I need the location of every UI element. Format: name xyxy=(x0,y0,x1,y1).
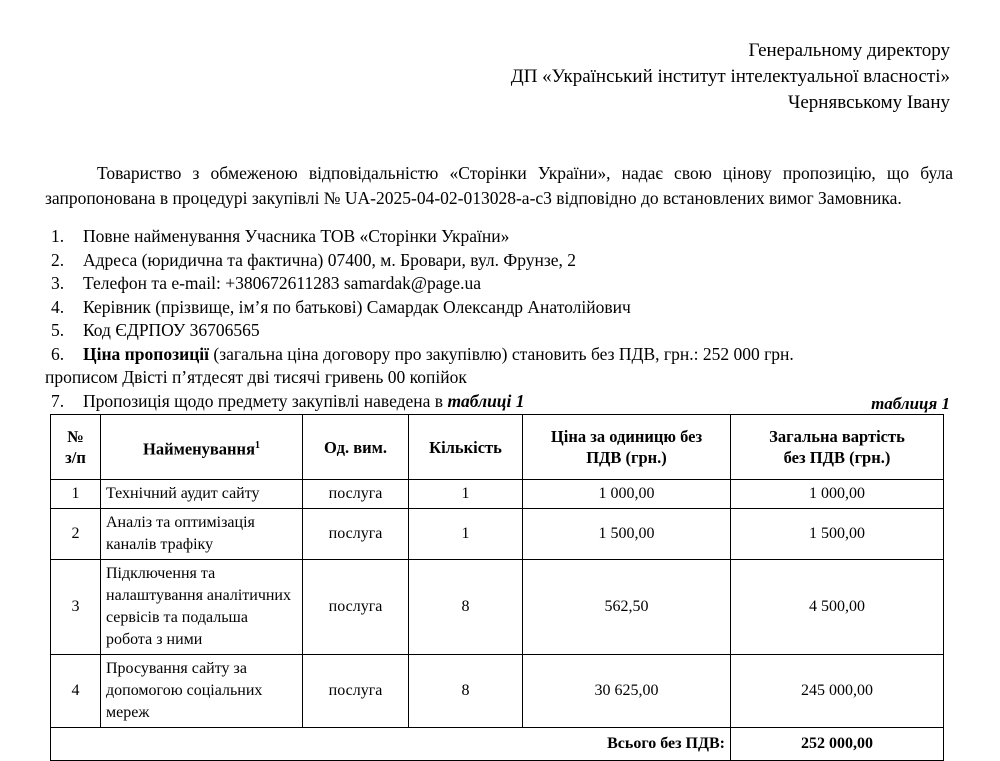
cell-quantity: 8 xyxy=(409,560,523,655)
total-label: Всього без ПДВ: xyxy=(51,728,731,761)
total-value: 252 000,00 xyxy=(731,728,944,761)
cell-total-price: 4 500,00 xyxy=(731,560,944,655)
header-cell-unit-price xyxy=(523,415,731,480)
details-list xyxy=(45,225,953,413)
addressee-line-1: Генеральному директору xyxy=(748,40,950,61)
list-item-label: Повне найменування Учасника ТОВ «Сторінки України» xyxy=(83,226,510,246)
table-reference-emphasis: таблиці 1 xyxy=(447,390,525,411)
header-total-price-line-1: Загальна вартість xyxy=(769,427,905,446)
header-cell-total-price xyxy=(731,415,944,480)
cell-unit: послуга xyxy=(303,480,409,509)
cell-index: 1 xyxy=(51,480,101,509)
offer-table xyxy=(50,414,944,761)
header-cell-name xyxy=(101,415,303,480)
header-name-text: Найменування xyxy=(142,439,255,459)
list-item xyxy=(45,225,953,249)
table-header-row xyxy=(51,415,944,480)
header-unit-price-line-2: ПДВ (грн.) xyxy=(586,448,667,467)
list-item-number: 5. xyxy=(51,320,65,340)
cell-unit: послуга xyxy=(303,655,409,728)
cell-unit-price: 1 000,00 xyxy=(523,480,731,509)
cell-unit: послуга xyxy=(303,509,409,560)
cell-total-price: 1 500,00 xyxy=(731,509,944,560)
table-row xyxy=(51,560,944,655)
addressee-block xyxy=(511,38,950,116)
list-item-number: 1. xyxy=(51,226,65,246)
price-in-words-line: прописом Двісті п’ятдесят дві тисячі гривень 00 копійок xyxy=(45,367,467,387)
header-cell-quantity: Кількість xyxy=(409,415,523,480)
cell-unit-price: 30 625,00 xyxy=(523,655,731,728)
list-item-label: Телефон та e-mail: +380672611283 samardak@page.ua xyxy=(83,273,481,293)
header-unit-price-line-1: Ціна за одиницю без xyxy=(550,427,703,446)
header-cell-unit: Од. вим. xyxy=(303,415,409,480)
list-item-label xyxy=(83,343,953,367)
addressee-line-3: Чернявському Івану xyxy=(788,92,950,113)
offer-table-body xyxy=(51,480,944,761)
cell-index: 4 xyxy=(51,655,101,728)
price-offer-bold-label: Ціна пропозиції xyxy=(83,343,210,364)
cell-name: Просування сайту за допомогою соціальних мереж xyxy=(101,655,303,728)
price-offer-rest: (загальна ціна договору про закупівлю) становить без ПДВ, грн.: 252 000 грн. xyxy=(209,343,794,364)
table-caption: таблиця 1 xyxy=(871,394,950,413)
cell-index: 2 xyxy=(51,509,101,560)
cell-name: Аналіз та оптимізація каналів трафіку xyxy=(101,509,303,560)
offer-table-wrapper xyxy=(50,414,943,761)
header-index-line-2: з/п xyxy=(65,448,86,467)
table-total-row xyxy=(51,728,944,761)
cell-unit-price: 562,50 xyxy=(523,560,731,655)
list-item-number: 3. xyxy=(51,273,65,293)
list-item xyxy=(45,296,953,320)
offer-table-head xyxy=(51,415,944,480)
header-name-superscript: 1 xyxy=(255,439,260,451)
cell-quantity: 1 xyxy=(409,509,523,560)
cell-name: Технічний аудит сайту xyxy=(101,480,303,509)
list-item-number: 6. xyxy=(51,343,65,364)
list-item-label: Адреса (юридична та фактична) 07400, м. Бровари, вул. Фрунзе, 2 xyxy=(83,249,577,270)
table-row xyxy=(51,509,944,560)
list-item-number: 4. xyxy=(51,296,65,317)
list-item-label: Код ЄДРПОУ 36706565 xyxy=(83,320,260,340)
cell-index: 3 xyxy=(51,560,101,655)
table-row xyxy=(51,655,944,728)
cell-total-price: 245 000,00 xyxy=(731,655,944,728)
list-item-price-offer xyxy=(45,343,953,367)
header-total-price-line-2: без ПДВ (грн.) xyxy=(783,448,891,467)
list-item-label: Керівник (прізвище, ім’я по батькові) Самардак Олександр Анатолійович xyxy=(83,296,631,317)
intro-paragraph: Товариство з обмеженою відповідальністю «Сторінки України», надає свою цінову пропозицію, що була запропонована в процедурі закупівлі № UA-2025-04-02-013028-a-c3 відповідно до встановлених вимог Замовника. xyxy=(45,162,953,208)
cell-quantity: 8 xyxy=(409,655,523,728)
list-item-number: 7. xyxy=(51,390,65,411)
cell-quantity: 1 xyxy=(409,480,523,509)
cell-total-price: 1 000,00 xyxy=(731,480,944,509)
header-cell-index xyxy=(51,415,101,480)
list-item xyxy=(45,319,953,343)
table-row xyxy=(51,480,944,509)
list-item-table-reference xyxy=(45,390,953,414)
cell-name: Підключення та налаштування аналітичних сервісів та подальша робота з ними xyxy=(101,560,303,655)
addressee-line-2: ДП «Український інститут інтелектуальної власності» xyxy=(510,66,950,87)
header-index-line-1: № xyxy=(67,427,84,446)
table-reference-prefix: Пропозиція щодо предмету закупівлі наведена в xyxy=(83,390,448,411)
list-item xyxy=(45,249,953,273)
list-item-number: 2. xyxy=(51,249,65,270)
cell-unit-price: 1 500,00 xyxy=(523,509,731,560)
list-item-label xyxy=(83,390,953,414)
list-item xyxy=(45,272,953,296)
cell-unit: послуга xyxy=(303,560,409,655)
